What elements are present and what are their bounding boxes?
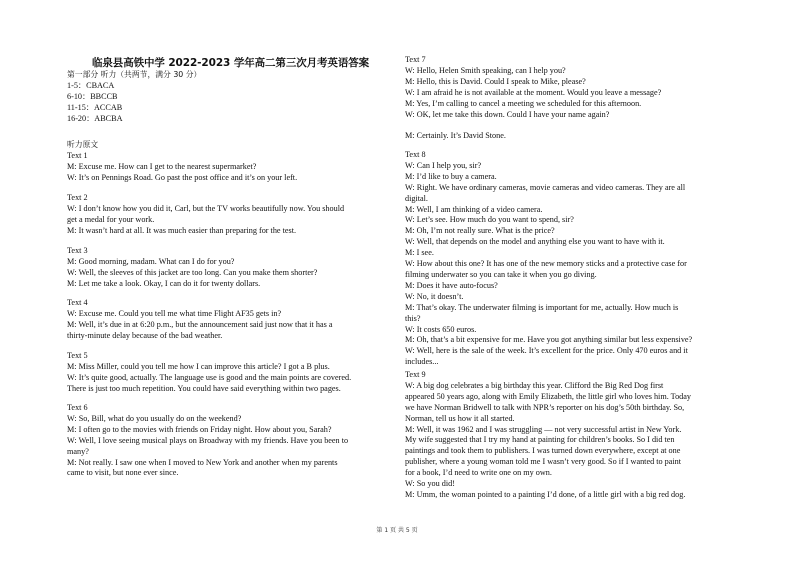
dialogue-line: M: Oh, that’s a bit expensive for me. Have you got anything similar but less expensive? bbox=[405, 335, 693, 345]
text-label: Text 4 bbox=[67, 298, 88, 307]
dialogue-line: M: Does it have auto-focus? bbox=[405, 280, 498, 290]
dialogue-line: W: Well, I love seeing musical plays on Broadway with my friends. Have you been to bbox=[67, 435, 349, 445]
answer-line: 16-20：ABCBA bbox=[67, 113, 123, 123]
text-label: Text 5 bbox=[67, 351, 88, 360]
dialogue-line: M: I’d like to buy a camera. bbox=[405, 171, 497, 181]
dialogue-line: includes... bbox=[405, 357, 439, 367]
dialogue-line: W: I am afraid he is not available at the moment. Would you leave a message? bbox=[405, 87, 662, 97]
dialogue-line: Norman, tell us how it all started. bbox=[405, 413, 515, 423]
answer-line: 1-5：CBACA bbox=[67, 80, 115, 90]
dialogue-line: digital. bbox=[405, 193, 428, 203]
dialogue-line: M: Well, I am thinking of a video camera. bbox=[405, 204, 543, 214]
part1-header: 第一部分 听力（共两节，满分 30 分） bbox=[67, 70, 202, 79]
text-block-2 bbox=[67, 193, 385, 237]
dialogue-line: thirty-minute delay because of the bad weather. bbox=[67, 330, 223, 340]
answer-section bbox=[67, 70, 385, 125]
dialogue-line: W: So, Bill, what do you usually do on the weekend? bbox=[67, 413, 242, 423]
dialogue-line: for a book, I’d need to write one on my own. bbox=[405, 468, 552, 478]
text-label: Text 1 bbox=[67, 151, 88, 160]
transcript-header-text: 听力原文 bbox=[67, 140, 99, 149]
dialogue-line: publisher, where a young woman told me I wasn’t very good. So if I wanted to paint bbox=[405, 457, 682, 467]
dialogue-line: There is just too much repetition. You could have said everything within two pages. bbox=[67, 383, 341, 393]
dialogue-line: filming underwater so you can take it when you go diving. bbox=[405, 269, 597, 279]
dialogue-line: W: How about this one? It has one of the new memory sticks and a protective case for bbox=[405, 259, 687, 269]
text-block-4 bbox=[67, 298, 385, 342]
dialogue-line: My wife suggested that I try my hand at painting for children’s books. So I did ten bbox=[405, 435, 675, 445]
dialogue-line: W: Excuse me. Could you tell me what time Flight AF35 gets in? bbox=[67, 308, 282, 318]
dialogue-line: M: It wasn’t hard at all. It was much easier than preparing for the test. bbox=[67, 225, 297, 235]
dialogue-line: we have Norman Bridwell to talk with NPR’s reporter on his dog’s 50th birthday. So, bbox=[405, 402, 685, 412]
transcript-header bbox=[67, 140, 385, 151]
text-label: Text 7 bbox=[405, 55, 426, 64]
dialogue-line: W: It’s quite good, actually. The language use is good and the main points are covered. bbox=[67, 372, 352, 382]
dialogue-line: this? bbox=[405, 313, 421, 323]
dialogue-line: W: Well, that depends on the model and anything else you want to have with it. bbox=[405, 237, 665, 247]
text-block-7 bbox=[405, 55, 745, 142]
text-block-5 bbox=[67, 351, 385, 395]
dialogue-line: M: I often go to the movies with friends on Friday night. How about you, Sarah? bbox=[67, 424, 332, 434]
text-block-6 bbox=[67, 403, 385, 479]
dialogue-line: paintings and took them to publishers. I was turned down everywhere, except at one bbox=[405, 446, 681, 456]
text-label: Text 3 bbox=[67, 246, 88, 255]
text-label: Text 8 bbox=[405, 150, 426, 159]
dialogue-line: appeared 50 years ago, along with Emily Elizabeth, the little girl who loves him. Today bbox=[405, 391, 691, 401]
dialogue-line: M: Certainly. It’s David Stone. bbox=[405, 131, 506, 141]
answer-line: 11-15：ACCAB bbox=[67, 102, 123, 112]
dialogue-line: W: A big dog celebrates a big birthday this year. Clifford the Big Red Dog first bbox=[405, 380, 664, 390]
dialogue-line: M: Well, it’s due in at 6:20 p.m., but the announcement said just now that it has a bbox=[67, 319, 333, 329]
answer-line: 6-10：BBCCB bbox=[67, 91, 118, 101]
dialogue-line: W: No, it doesn’t. bbox=[405, 291, 464, 301]
dialogue-line: M: Let me take a look. Okay, I can do it for twenty dollars. bbox=[67, 278, 261, 288]
dialogue-line: W: It costs 650 euros. bbox=[405, 324, 477, 334]
dialogue-line: W: Can I help you, sir? bbox=[405, 160, 482, 170]
dialogue-line: many? bbox=[67, 446, 89, 456]
dialogue-line: M: Well, it was 1962 and I was struggling — not very successful artist in New York. bbox=[405, 424, 682, 434]
dialogue-line: W: Well, the sleeves of this jacket are too long. Can you make them shorter? bbox=[67, 267, 318, 277]
dialogue-line: W: Well, here is the sale of the week. It’s excellent for the price. Only 470 euros and it bbox=[405, 346, 688, 356]
document-title: 临泉县高铁中学 2022-2023 学年高二第三次月考英语答案 bbox=[92, 57, 370, 69]
text-label: Text 2 bbox=[67, 193, 88, 202]
dialogue-line: M: Yes, I’m calling to cancel a meeting we scheduled for this afternoon. bbox=[405, 98, 642, 108]
dialogue-line: M: Hello, this is David. Could I speak to Mike, please? bbox=[405, 76, 586, 86]
dialogue-line: M: That’s okay. The underwater filming is important for me, actually. How much is bbox=[405, 302, 679, 312]
dialogue-line: get a medal for your work. bbox=[67, 214, 155, 224]
dialogue-line: W: Right. We have ordinary cameras, movie cameras and video cameras. They are all bbox=[405, 182, 686, 192]
dialogue-line: W: So you did! bbox=[405, 479, 455, 489]
blank-line bbox=[405, 120, 745, 131]
dialogue-line: M: Good morning, madam. What can I do for you? bbox=[67, 256, 235, 266]
dialogue-line: M: Not really. I saw one when I moved to New York and another when my parents bbox=[67, 457, 338, 467]
dialogue-line: M: Miss Miller, could you tell me how I can improve this article? I got a B plus. bbox=[67, 361, 330, 371]
dialogue-line: W: I don’t know how you did it, Carl, but the TV works beautifully now. You should bbox=[67, 203, 345, 213]
dialogue-line: M: Umm, the woman pointed to a painting I’d done, of a little girl with a big red dog. bbox=[405, 489, 686, 499]
dialogue-line: W: Hello, Helen Smith speaking, can I help you? bbox=[405, 65, 566, 75]
page-footer: 第 1 页 共 5 页 bbox=[376, 527, 418, 534]
text-block-9 bbox=[405, 370, 745, 501]
text-label: Text 9 bbox=[405, 370, 426, 379]
text-block-1 bbox=[67, 151, 385, 184]
dialogue-line: came to visit, but none ever since. bbox=[67, 468, 179, 478]
text-block-8 bbox=[405, 150, 745, 368]
dialogue-line: W: Let’s see. How much do you want to spend, sir? bbox=[405, 215, 574, 225]
dialogue-line: M: I see. bbox=[405, 248, 434, 258]
dialogue-line: W: OK, let me take this down. Could I have your name again? bbox=[405, 109, 610, 119]
dialogue-line: W: It’s on Pennings Road. Go past the post office and it’s on your left. bbox=[67, 172, 298, 182]
text-label: Text 6 bbox=[67, 403, 88, 412]
text-block-3 bbox=[67, 246, 385, 290]
dialogue-line: M: Oh, I’m not really sure. What is the price? bbox=[405, 226, 555, 236]
dialogue-line: M: Excuse me. How can I get to the nearest supermarket? bbox=[67, 161, 257, 171]
